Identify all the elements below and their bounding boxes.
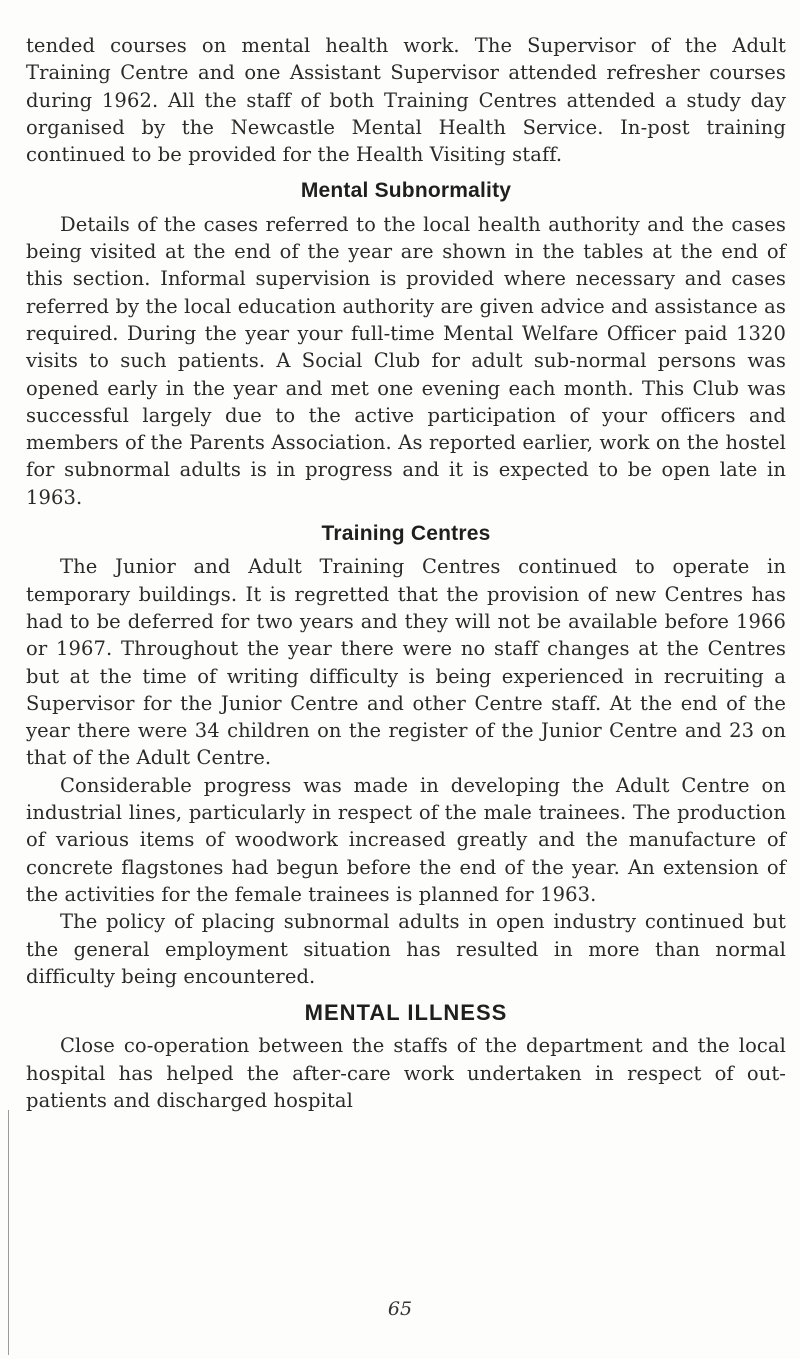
subnormality-paragraph: Details of the cases referred to the local health authority and the cases being visited at the end of the year are shown in the tables at the end of this section. Informal supervision is provided where necessary and cases referred by the local education authority are given advice and assistance as required. During the year your full-time Mental Welfare Officer paid 1320 visits to such patients. A Social Club for adult sub-normal persons was opened early in the year and met one evening each month. This Club was successful largely due to the active participation of your officers and members of the Parents Association. As reported earlier, work on the hostel for subnormal adults is in progress and it is expected to be open late in 1963. — [26, 212, 786, 509]
heading-mental-illness: MENTAL ILLNESS — [304, 1000, 508, 1026]
document-body — [26, 32, 786, 1114]
page-number: 65 — [387, 1298, 413, 1320]
training-paragraph-3: The policy of placing subnormal adults in open industry continued but the general employment situation has resulted in more than normal difficulty being encountered. — [26, 910, 786, 988]
training-paragraph-1: The Junior and Adult Training Centres continued to operate in temporary buildings. It is regretted that the provision of new Centres has had to be deferred for two years and they will not be available before 1966 or 1967. Throughout the year there were no staff changes at the Centres but at the time of writing difficulty is being experienced in recruiting a Supervisor for the Junior Centre and other Centre staff. At the end of the year there were 34 children on the register of the Junior Centre and 23 on that of the Adult Centre. — [26, 555, 786, 770]
training-paragraph-2: Considerable progress was made in developing the Adult Centre on industrial lines, particularly in respect of the male trainees. The production of various items of woodwork increased greatly and the manufacture of concrete flagstones had begun before the end of the year. An extension of the activities for the female trainees is planned for 1963. — [26, 773, 786, 906]
intro-paragraph: tended courses on mental health work. The Supervisor of the Adult Training Centre and one Assistant Supervisor attended refresher courses during 1962. All the staff of both Training Centres attended a study day organised by the Newcastle Mental Health Service. In-post training continued to be provided for the Health Visiting staff. — [26, 34, 786, 167]
illness-paragraph: Close co-operation between the staffs of the department and the local hospital has helped the after-care work undertaken in respect of out-patients and discharged hospital — [26, 1034, 786, 1112]
heading-mental-subnormality: Mental Subnormality — [300, 179, 512, 203]
heading-training-centres: Training Centres — [321, 522, 491, 546]
